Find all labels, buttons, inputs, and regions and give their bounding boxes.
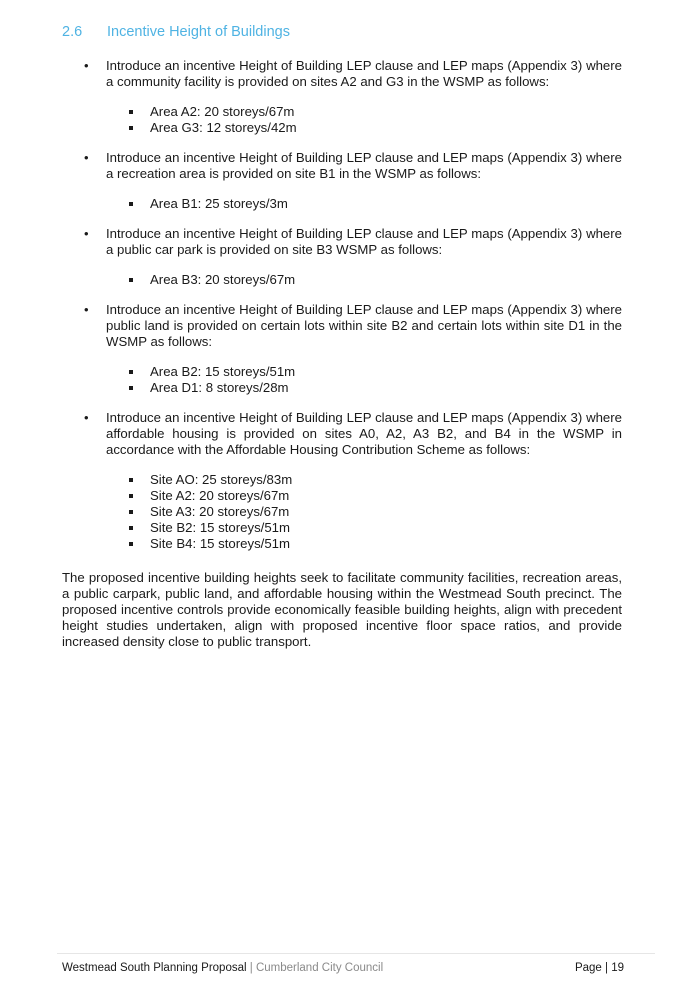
sub-list-item: Area B1: 25 storeys/3m [106, 196, 622, 212]
sub-list [106, 472, 622, 552]
sub-list-item: Area B2: 15 storeys/51m [106, 364, 622, 380]
bullet-text: Introduce an incentive Height of Building LEP clause and LEP maps (Appendix 3) where affordable housing is provided on sites A0, A2, A3 B2, and B4 in the WSMP in accordance with the Affordable Housing Contribution Scheme as follows: [106, 410, 622, 457]
bullet-text: Introduce an incentive Height of Building LEP clause and LEP maps (Appendix 3) where a public car park is provided on site B3 WSMP as follows: [106, 226, 622, 257]
sub-list-item: Area D1: 8 storeys/28m [106, 380, 622, 396]
footer-divider [57, 953, 655, 954]
bullet-text: Introduce an incentive Height of Building LEP clause and LEP maps (Appendix 3) where a recreation area is provided on site B1 in the WSMP as follows: [106, 150, 622, 181]
summary-paragraph: The proposed incentive building heights seek to facilitate community facilities, recreation areas, a public carpark, public land, and affordable housing within the Westmead South precinct. The proposed incentive controls provide economically feasible building heights, align with precedent height studies undertaken, align with proposed incentive floor space ratios, and provide increased density close to public transport. [62, 570, 622, 649]
square-bullet-icon [129, 386, 133, 390]
square-bullet-icon [129, 526, 133, 530]
sub-list-item: Site A2: 20 storeys/67m [106, 488, 622, 504]
sub-list-item: Site A3: 20 storeys/67m [106, 504, 622, 520]
sub-list [106, 196, 622, 212]
bullet-item [62, 150, 622, 212]
sub-list-item: Site B2: 15 storeys/51m [106, 520, 622, 536]
section-title: Incentive Height of Buildings [107, 24, 290, 40]
section-heading [62, 24, 290, 40]
footer-separator: | [249, 962, 253, 974]
square-bullet-icon [129, 202, 133, 206]
page-footer [62, 962, 624, 974]
footer-document-title: Westmead South Planning Proposal [62, 962, 247, 974]
sub-list [106, 272, 622, 288]
sub-list-item: Site B4: 15 storeys/51m [106, 536, 622, 552]
square-bullet-icon [129, 110, 133, 114]
bullet-dot-icon: • [84, 226, 89, 241]
sub-list-item: Area A2: 20 storeys/67m [106, 104, 622, 120]
footer-council-name: Cumberland City Council [255, 962, 384, 974]
section-number: 2.6 [62, 24, 83, 40]
bullet-item [62, 58, 622, 136]
square-bullet-icon [129, 510, 133, 514]
square-bullet-icon [129, 478, 133, 482]
bullet-text: Introduce an incentive Height of Building LEP clause and LEP maps (Appendix 3) where a community facility is provided on sites A2 and G3 in the WSMP as follows: [106, 58, 622, 89]
square-bullet-icon [129, 494, 133, 498]
square-bullet-icon [129, 278, 133, 282]
footer-page-number: Page | 19 [574, 962, 624, 974]
square-bullet-icon [129, 126, 133, 130]
bullet-item [62, 410, 622, 552]
square-bullet-icon [129, 370, 133, 374]
sub-list [106, 104, 622, 136]
bullet-dot-icon: • [84, 150, 89, 165]
main-content [62, 58, 622, 650]
footer-left [62, 962, 383, 974]
bullet-dot-icon: • [84, 410, 89, 425]
bullet-dot-icon: • [84, 58, 89, 73]
sub-list [106, 364, 622, 396]
bullet-item [62, 302, 622, 396]
sub-list-item: Area B3: 20 storeys/67m [106, 272, 622, 288]
square-bullet-icon [129, 542, 133, 546]
sub-list-item: Site AO: 25 storeys/83m [106, 472, 622, 488]
bullet-text: Introduce an incentive Height of Building LEP clause and LEP maps (Appendix 3) where public land is provided on certain lots within site B2 and certain lots within site D1 in the WSMP as follows: [106, 302, 622, 349]
sub-list-item: Area G3: 12 storeys/42m [106, 120, 622, 136]
bullet-dot-icon: • [84, 302, 89, 317]
bullet-item [62, 226, 622, 288]
